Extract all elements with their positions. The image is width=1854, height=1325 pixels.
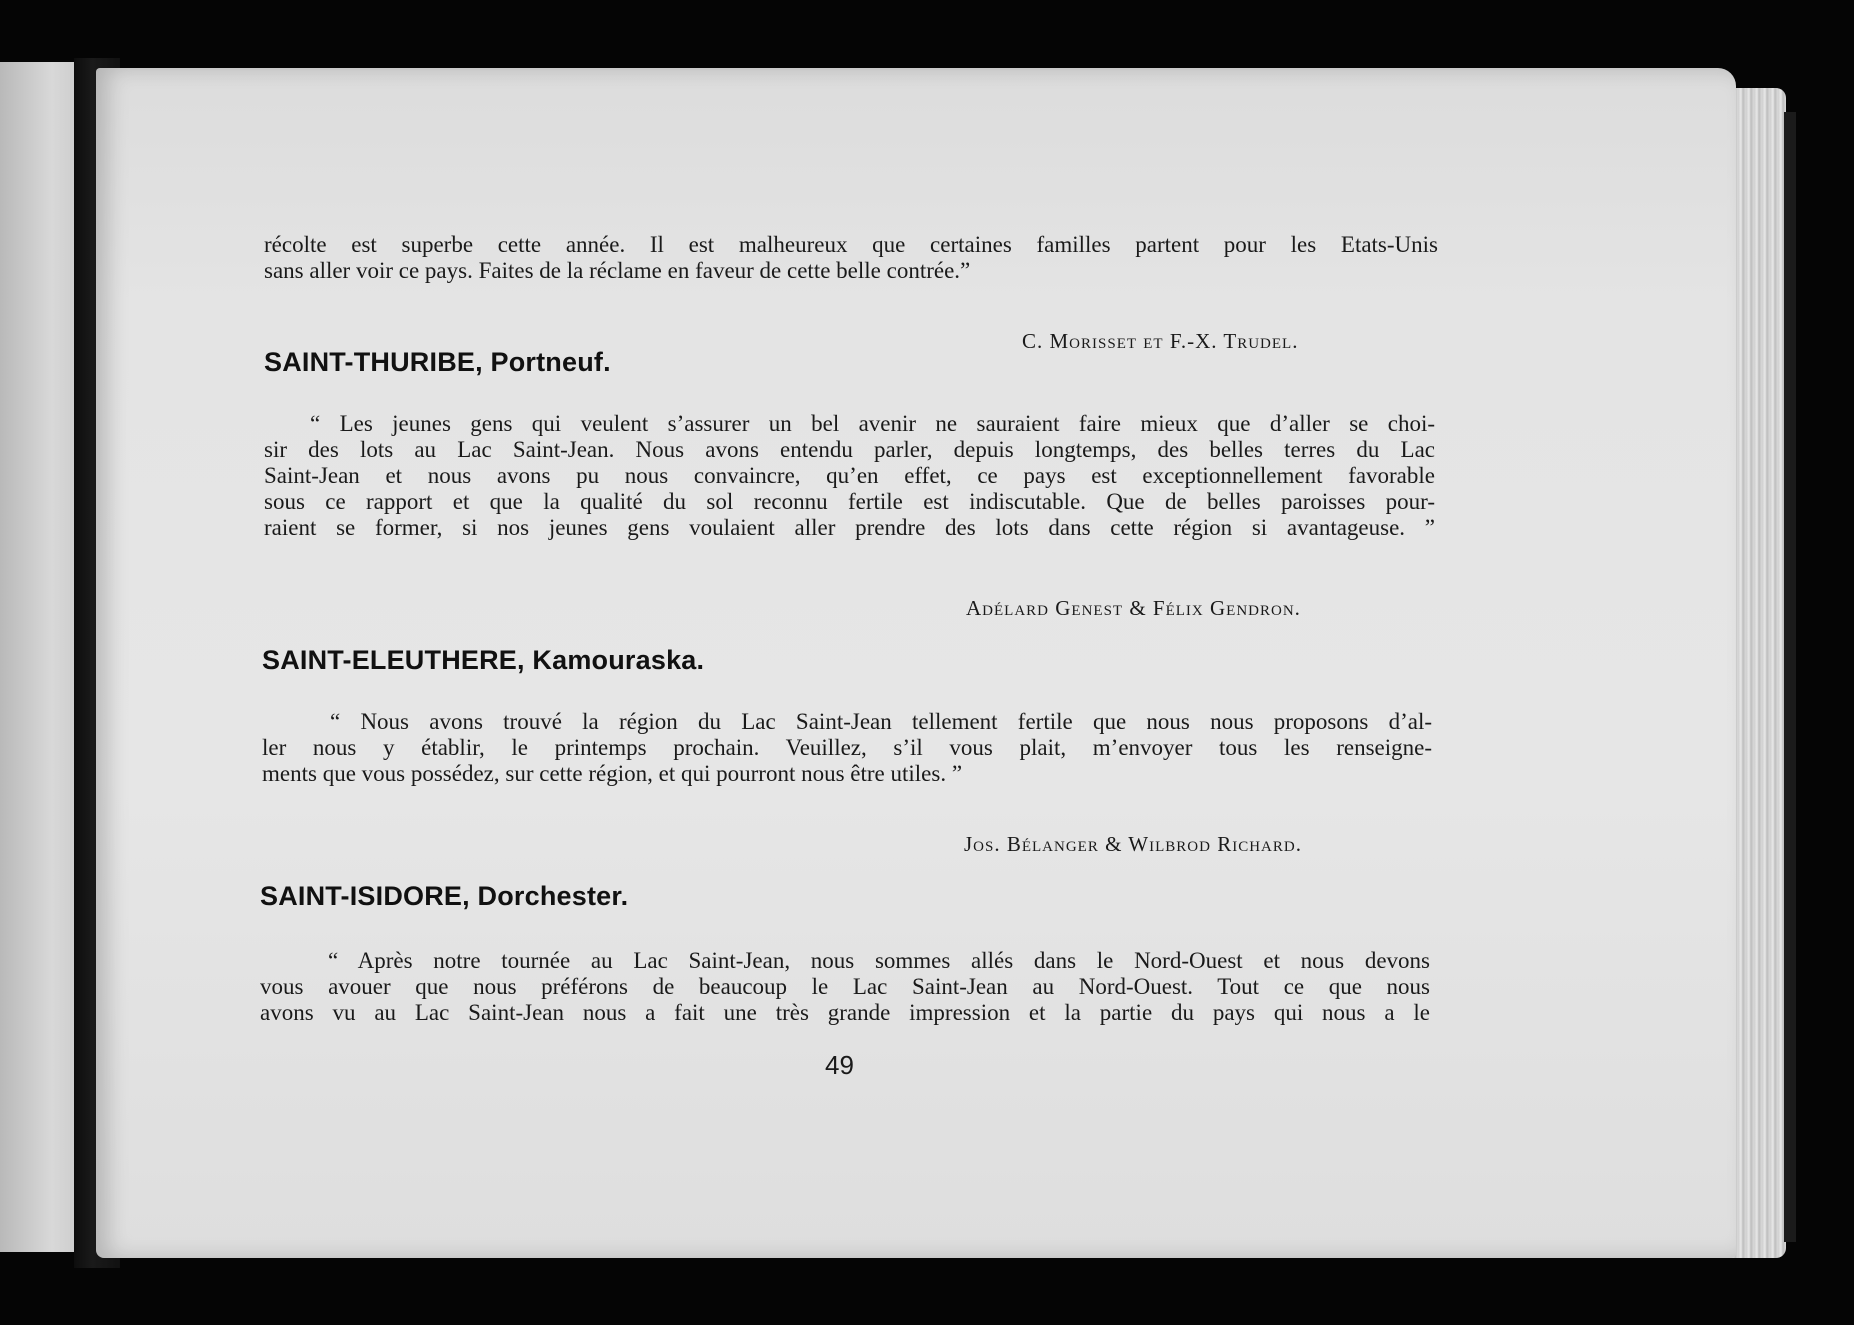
- text-line: “ Nous avons trouvé la région du Lac Saint-Jean tellement fertile que nous nous proposons d’al-: [330, 709, 1432, 734]
- text-line: “ Les jeunes gens qui veulent s’assurer un bel avenir ne sauraient faire mieux que d’aller se choi-: [310, 411, 1435, 436]
- text-line: sans aller voir ce pays. Faites de la réclame en faveur de cette belle contrée.”: [264, 258, 971, 283]
- section-paragraph: [260, 948, 1430, 1026]
- intro-paragraph: [264, 232, 1438, 284]
- text-line: ler nous y établir, le printemps prochain. Veuillez, s’il vous plait, m’envoyer tous les renseigne-: [262, 735, 1432, 760]
- section-paragraph: [264, 411, 1435, 541]
- left-page-edge: [0, 62, 74, 1252]
- section-signature: Jos. Bélanger & Wilbrod Richard.: [964, 832, 1302, 856]
- text-line: vous avouer que nous préférons de beaucoup le Lac Saint-Jean au Nord-Ouest. Tout ce que nous: [260, 974, 1430, 999]
- section-signature: Adélard Genest & Félix Gendron.: [966, 596, 1301, 620]
- text-line: “ Après notre tournée au Lac Saint-Jean, nous sommes allés dans le Nord-Ouest et nous devons: [328, 948, 1430, 973]
- text-line: Saint-Jean et nous avons pu nous convaincre, qu’en effet, ce pays est exceptionnellement favorable: [264, 463, 1435, 488]
- section-heading: SAINT-THURIBE, Portneuf.: [264, 347, 611, 377]
- intro-signature: C. Morisset et F.-X. Trudel.: [1022, 329, 1299, 353]
- text-line: sous ce rapport et que la qualité du sol reconnu fertile est indiscutable. Que de belles paroisses pour-: [264, 489, 1435, 514]
- page-number: 49: [825, 1050, 854, 1080]
- section-paragraph: [262, 709, 1432, 787]
- text-line: raient se former, si nos jeunes gens voulaient aller prendre des lots dans cette région si avantageuse. ”: [264, 515, 1435, 540]
- section-heading: SAINT-ELEUTHERE, Kamouraska.: [262, 645, 705, 675]
- text-line: sir des lots au Lac Saint-Jean. Nous avons entendu parler, depuis longtemps, des belles terres du Lac: [264, 437, 1435, 462]
- text-line: ments que vous possédez, sur cette région, et qui pourront nous être utiles. ”: [262, 761, 963, 786]
- section-heading: SAINT-ISIDORE, Dorchester.: [260, 881, 629, 911]
- back-cover-edge: [1784, 112, 1796, 1242]
- text-line: avons vu au Lac Saint-Jean nous a fait une très grande impression et la partie du pays qui nous a le: [260, 1000, 1430, 1025]
- text-line: récolte est superbe cette année. Il est malheureux que certaines familles partent pour les Etats-Unis: [264, 232, 1438, 257]
